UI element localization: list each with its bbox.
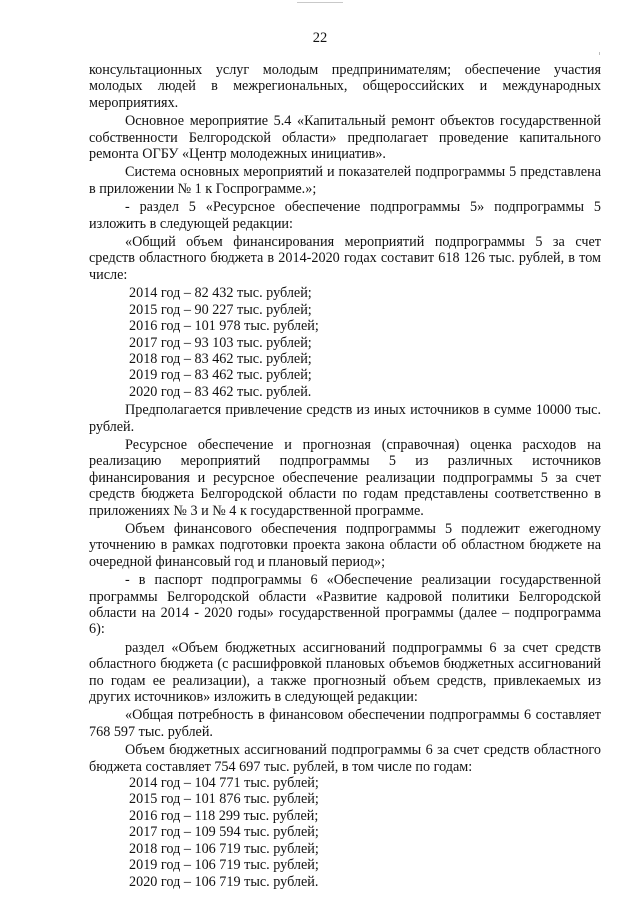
top-edge-rule [297,2,343,3]
year-item: 2017 год – 93 103 тыс. рублей; [129,334,312,351]
paragraph-total-need-6: «Общая потребность в финансовом обеспечении подпрограммы 6 составляет 768 597 тыс. рублей. [89,707,601,740]
paragraph-resource-provision: Ресурсное обеспечение и прогнозная (справочная) оценка расходов на реализацию мероприятий подпрограммы 5 из различных источников финансирования и ресурсное обеспечение реализации подпрограммы 5 за счет средств бюджета Белгородской области по годам представлены соответственно в приложениях № 3 и № 4 к государственной программе. [89,436,601,519]
year-item: 2020 год – 83 462 тыс. рублей. [129,383,312,400]
year-item: 2019 год – 83 462 тыс. рублей; [129,367,312,384]
paragraph-budget-allocations-6: Объем бюджетных ассигнований подпрограммы 6 за счет средств областного бюджета составляет 754 697 тыс. рублей, в том числе по годам: [89,742,601,775]
year-list-subprogram-6 [129,775,601,890]
paragraph-passport-subprogram-6: - в паспорт подпрограммы 6 «Обеспечение реализации государственной программы Белгородской области «Развитие кадровой политики Белгородской области на 2014 - 2020 годы» государственной программы (далее – подпрограмма 6): [89,572,601,638]
year-item: 2015 год – 101 876 тыс. рублей; [129,791,319,808]
year-item: 2018 год – 83 462 тыс. рублей; [129,350,312,367]
year-item: 2018 год – 106 719 тыс. рублей; [129,840,319,857]
paragraph-other-sources: Предполагается привлечение средств из иных источников в сумме 10000 тыс. рублей. [89,402,601,435]
year-item: 2016 год – 101 978 тыс. рублей; [129,318,319,335]
paragraph-system-of-measures: Система основных мероприятий и показателей подпрограммы 5 представлена в приложении № 1 к Госпрограмме.»; [89,164,601,197]
year-item: 2016 год – 118 299 тыс. рублей; [129,807,319,824]
margin-mark [599,52,600,55]
year-item: 2017 год – 109 594 тыс. рублей; [129,824,319,841]
document-body [89,62,601,892]
year-item: 2019 год – 106 719 тыс. рублей; [129,857,319,874]
year-item: 2014 год – 82 432 тыс. рублей; [129,285,312,302]
page-number: 22 [312,30,328,46]
paragraph-total-financing-5: «Общий объем финансирования мероприятий подпрограммы 5 за счет средств областного бюджета в 2014-2020 годах составит 618 126 тыс. рублей, в том числе: [89,234,601,283]
year-item: 2014 год – 104 771 тыс. рублей; [129,775,319,792]
paragraph-budget-section-6: раздел «Объем бюджетных ассигнований подпрограммы 6 за счет средств областного бюджета (с расшифровкой плановых объемов бюджетных ассигнований по годам ее реализации), а также прогнозный объем средств, привлекаемых из других источников» изложить в следующей редакции: [89,639,601,706]
paragraph-continuation: консультационных услуг молодым предпринимателям; обеспечение участия молодых людей в межрегиональных, общероссийских и международных мероприятиях. [89,62,601,111]
paragraph-measure-5-4: Основное мероприятие 5.4 «Капитальный ремонт объектов государственной собственности Белгородской области» предполагает проведение капитального ремонта ОГБУ «Центр молодежных инициатив». [89,113,601,163]
year-item: 2015 год – 90 227 тыс. рублей; [129,301,312,318]
paragraph-section-5-intro: - раздел 5 «Ресурсное обеспечение подпрограммы 5» подпрограммы 5 изложить в следующей редакции: [89,199,601,232]
year-list-subprogram-5 [129,285,601,400]
year-item: 2020 год – 106 719 тыс. рублей. [129,873,319,890]
paragraph-annual-adjustment: Объем финансового обеспечения подпрограммы 5 подлежит ежегодному уточнению в рамках подготовки проекта закона области об областном бюджете на очередной финансовый год и плановый период»; [89,520,601,570]
